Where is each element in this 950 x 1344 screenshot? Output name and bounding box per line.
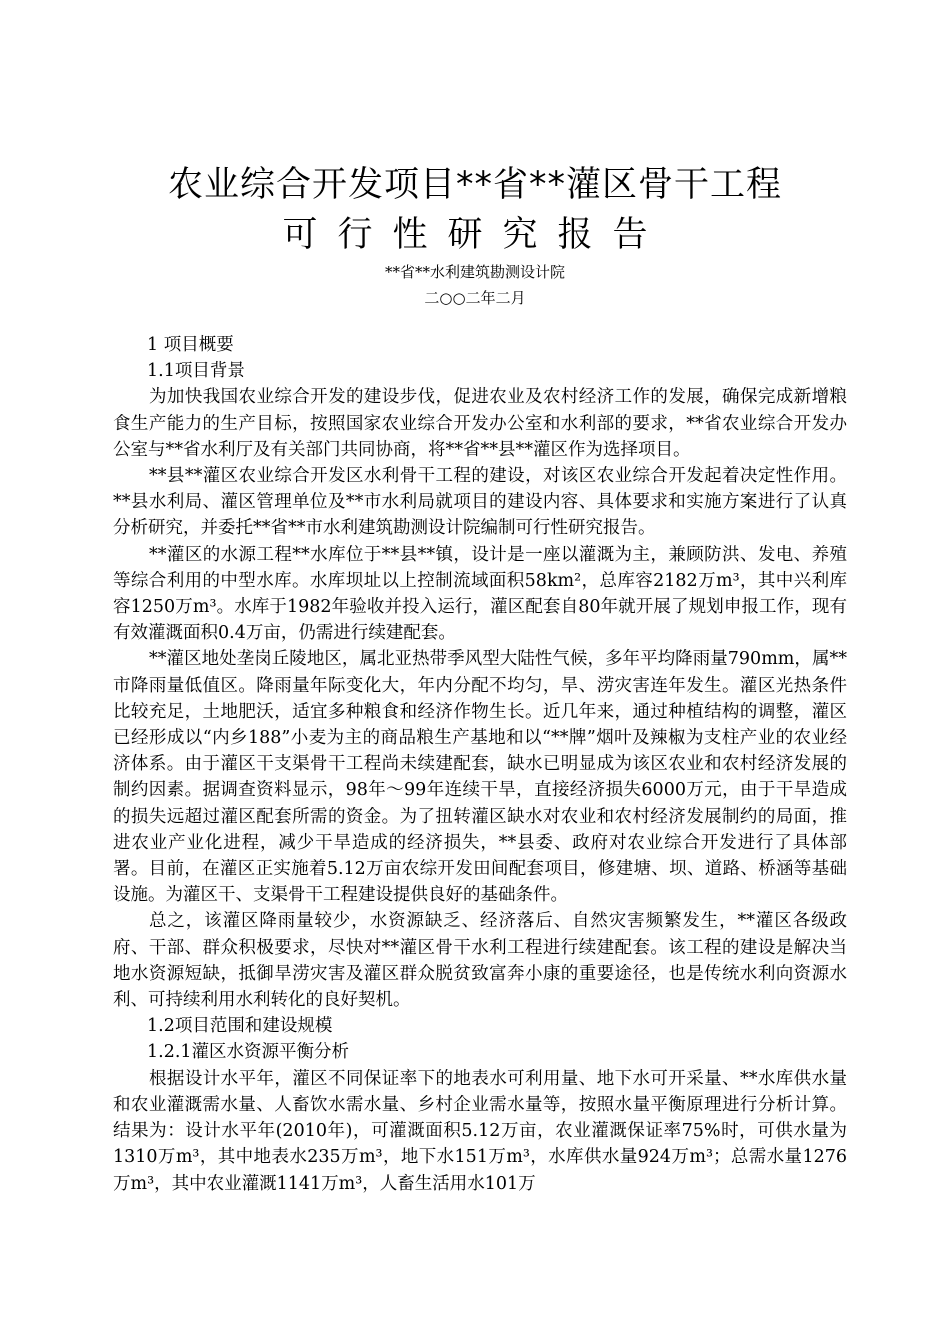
paragraph-5: 总之，该灌区降雨量较少，水资源缺乏、经济落后、自然灾害频繁发生，**灌区各级政府、干部、群众积极要求，尽快对**灌区骨干水利工程进行续建配套。该工程的建设是解决当地水资源短缺，抵御旱涝灾害及灌区群众脱贫致富奔小康的重要途径，也是传统水利向资源水利、可持续利用水利转化的良好契机。 xyxy=(113,911,847,1011)
paragraph-3: **灌区的水源工程**水库位于**县**镇，设计是一座以灌溉为主，兼顾防洪、发电、养殖等综合利用的中型水库。水库坝址以上控制流域面积58km²，总库容2182万m³，其中兴利库容1250万m³。水库于1982年验收并投入运行，灌区配套自80年就开展了规划申报工作，现有有效灌溉面积0.4万亩，仍需进行续建配套。 xyxy=(113,544,847,644)
section-heading-1: 1 项目概要 xyxy=(147,335,234,355)
report-date: 二○○二年二月 xyxy=(424,289,526,307)
paragraph-6: 根据设计水平年，灌区不同保证率下的地表水可利用量、地下水可开采量、**水库供水量和农业灌溉需水量、人畜饮水需水量、乡村企业需水量等，按照水量平衡原理进行分析计算。结果为：设计水平年(2010年)，可灌溉面积5.12万亩，农业灌溉保证率75%时，可供水量为1310万m³，其中地表水235万m³，地下水151万m³，水库供水量924万m³；总需水量1276万m³，其中农业灌溉1141万m³，人畜生活用水101万 xyxy=(113,1068,847,1194)
organization-name: **省**水利建筑勘测设计院 xyxy=(384,263,565,281)
section-heading-1-1: 1.1项目背景 xyxy=(147,361,245,382)
paragraph-2: **县**灌区农业综合开发区水利骨干工程的建设，对该区农业综合开发起着决定性作用。**县水利局、灌区管理单位及**市水利局就项目的建设内容、具体要求和实施方案进行了认真分析研究，并委托**省**市水利建筑勘测设计院编制可行性研究报告。 xyxy=(113,466,847,539)
paragraph-4: **灌区地处垄岗丘陵地区，属北亚热带季风型大陆性气候，多年平均降雨量790mm，属**市降雨量低值区。降雨量年际变化大，年内分配不均匀，旱、涝灾害连年发生。灌区光热条件比较充足，土地肥沃，适宜多种粮食和经济作物生长。近几年来，通过种植结构的调整，灌区已经形成以“内乡188”小麦为主的商品粮生产基地和以“**牌”烟叶及辣椒为支柱产业的农业经济体系。由于灌区干支渠骨干工程尚未续建配套，缺水已明显成为该区农业和农村经济发展的制约因素。据调查资料显示，98年～99年连续干旱，直接经济损失6000万元，由于干旱造成的损失远超过灌区配套所需的资金。为了扭转灌区缺水对农业和农村经济发展制约的局面，推进农业产业化进程，减少干旱造成的经济损失，**县委、政府对农业综合开发进行了具体部署。目前，在灌区正实施着5.12万亩农综开发田间配套项目，修建塘、坝、道路、桥涵等基础设施。为灌区干、支渠骨干工程建设提供良好的基础条件。 xyxy=(113,649,847,906)
document-body xyxy=(113,332,847,1197)
section-heading-1-2-1: 1.2.1灌区水资源平衡分析 xyxy=(147,1042,350,1063)
report-title-line1: 农业综合开发项目**省**灌区骨干工程 xyxy=(167,165,782,205)
paragraph-1: 为加快我国农业综合开发的建设步伐，促进农业及农村经济工作的发展，确保完成新增粮食生产能力的生产目标，按照国家农业综合开发办公室和水利部的要求，**省农业综合开发办公室与**省水利厅及有关部门共同协商，将**省**县**灌区作为选择项目。 xyxy=(113,387,847,460)
report-title-line2: 可行性研究报告 xyxy=(282,215,668,255)
section-heading-1-2: 1.2项目范围和建设规模 xyxy=(147,1016,333,1037)
